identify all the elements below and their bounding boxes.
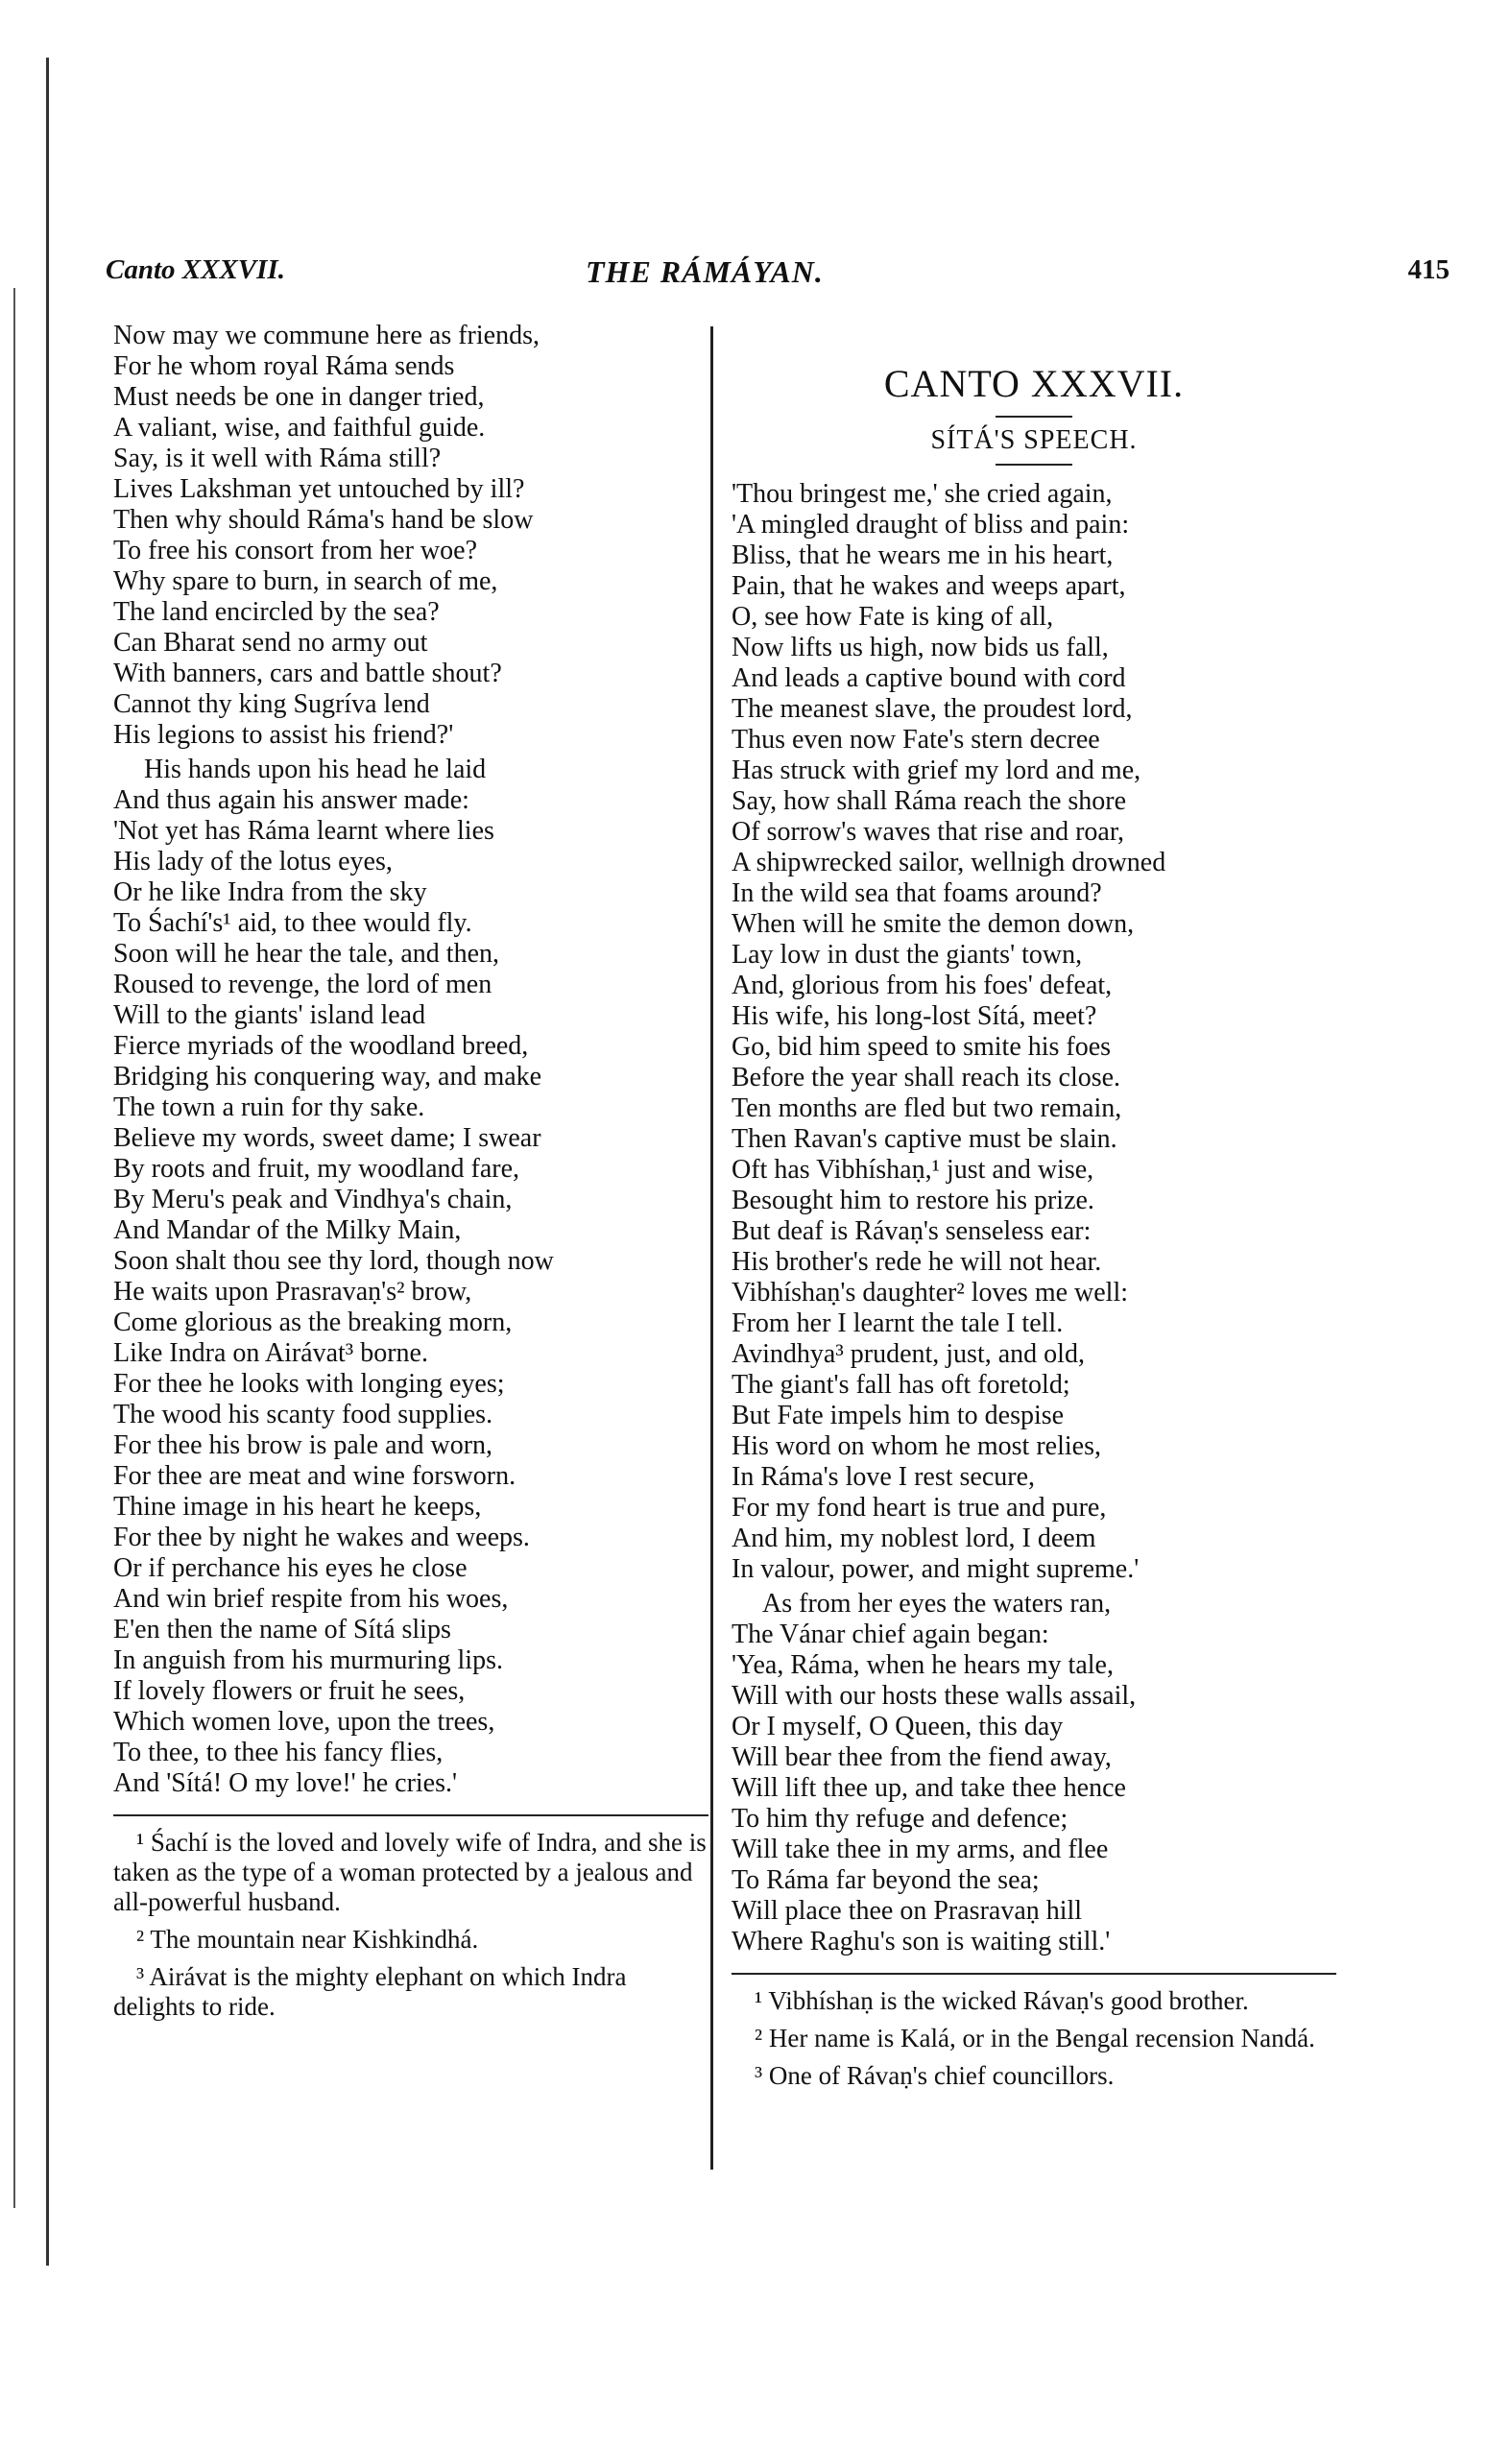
verse-line: Believe my words, sweet dame; I swear — [113, 1123, 541, 1153]
verse-line: And thus again his answer made: — [113, 785, 469, 815]
verse-line: Will place thee on Prasravaṇ hill — [732, 1896, 1083, 1926]
header-book-title: THE RÁMÁYAN. — [586, 254, 824, 289]
verse-line: To thee, to thee his fancy flies, — [113, 1738, 444, 1767]
right-footnotes — [732, 1986, 1336, 2091]
verse-line: Can Bharat send no army out — [113, 628, 428, 658]
footnote: ³ One of Rávaṇ's chief councillors. — [755, 2061, 1115, 2090]
stanza — [113, 321, 708, 751]
footnote-rule-right — [732, 1973, 1336, 1975]
page-edge-rule — [13, 288, 15, 2208]
column-divider — [710, 326, 713, 2170]
verse-line: The wood his scanty food supplies. — [113, 1400, 493, 1429]
footnote: ¹ Śachí is the loved and lovely wife of Indra, and she is taken as the type of a woman protected by a jealous and all-powerful husband. — [113, 1828, 707, 1916]
verse-line: Bridging his conquering way, and make — [113, 1062, 542, 1092]
verse-line: Now may we commune here as friends, — [113, 321, 540, 350]
verse-line: His word on whom he most relies, — [732, 1431, 1101, 1461]
verse-line: Say, is it well with Ráma still? — [113, 444, 442, 473]
verse-line: Like Indra on Airávat³ borne. — [113, 1338, 428, 1368]
verse-line: Will lift thee up, and take thee hence — [732, 1773, 1126, 1803]
verse-line: His hands upon his head he laid — [144, 755, 487, 784]
verse-line: Which women love, upon the trees, — [113, 1707, 495, 1737]
verse-line: The Vánar chief again began: — [732, 1620, 1049, 1649]
verse-line: Thine image in his heart he keeps, — [113, 1492, 482, 1522]
verse-line: From her I learnt the tale I tell. — [732, 1308, 1064, 1338]
verse-line: His wife, his long-lost Sítá, meet? — [732, 1001, 1097, 1031]
verse-line: In Ráma's love I rest secure, — [732, 1462, 1036, 1492]
verse-line: Ten months are fled but two remain, — [732, 1093, 1122, 1123]
verse-line: Now lifts us high, now bids us fall, — [732, 633, 1109, 662]
right-column — [732, 361, 1336, 2099]
left-column — [113, 321, 708, 2029]
verse-line: When will he smite the demon down, — [732, 909, 1135, 939]
canto-title: CANTO XXXVII. — [883, 362, 1185, 405]
verse-line: Avindhya³ prudent, just, and old, — [732, 1339, 1085, 1369]
verse-line: Soon will he hear the tale, and then, — [113, 939, 499, 969]
verse-line: For my fond heart is true and pure, — [732, 1493, 1107, 1523]
verse-line: His brother's rede he will not hear. — [732, 1247, 1102, 1277]
verse-line: Why spare to burn, in search of me, — [113, 566, 498, 596]
verse-line: Go, bid him speed to smite his foes — [732, 1032, 1112, 1062]
verse-line: Thus even now Fate's stern decree — [732, 725, 1100, 755]
verse-line: In valour, power, and might supreme.' — [732, 1554, 1140, 1584]
verse-line: Vibhíshaṇ's daughter² loves me well: — [732, 1278, 1129, 1308]
stanza — [732, 479, 1336, 1585]
verse-line: By roots and fruit, my woodland fare, — [113, 1154, 520, 1184]
verse-line: And Mandar of the Milky Main, — [113, 1215, 462, 1245]
verse-line: And him, my noblest lord, I deem — [732, 1524, 1096, 1553]
verse-line: Or if perchance his eyes he close — [113, 1553, 468, 1583]
verse-line: Say, how shall Ráma reach the shore — [732, 786, 1127, 816]
subtitle-rule — [996, 464, 1072, 466]
verse-line: Will to the giants' island lead — [113, 1000, 426, 1030]
verse-line: The town a ruin for thy sake. — [113, 1092, 425, 1122]
verse-line: In anguish from his murmuring lips. — [113, 1645, 503, 1675]
verse-line: His legions to assist his friend?' — [113, 720, 454, 750]
verse-line: E'en then the name of Sítá slips — [113, 1615, 451, 1644]
verse-line: But deaf is Rávaṇ's senseless ear: — [732, 1216, 1092, 1246]
verse-line: O, see how Fate is king of all, — [732, 602, 1054, 632]
verse-line: 'Not yet has Ráma learnt where lies — [113, 816, 494, 846]
verse-line: To Ráma far beyond the sea; — [732, 1865, 1040, 1895]
verse-line: If lovely flowers or fruit he sees, — [113, 1676, 466, 1706]
verse-line: And win brief respite from his woes, — [113, 1584, 509, 1614]
verse-line: For he whom royal Ráma sends — [113, 351, 455, 381]
left-verse — [113, 321, 708, 1799]
verse-line: Lives Lakshman yet untouched by ill? — [113, 474, 525, 504]
footnote-rule-left — [113, 1814, 708, 1816]
verse-line: Then why should Ráma's hand be slow — [113, 505, 534, 535]
verse-line: A shipwrecked sailor, wellnigh drowned — [732, 848, 1166, 877]
verse-line: In the wild sea that foams around? — [732, 878, 1102, 908]
verse-line: Cannot thy king Sugríva lend — [113, 689, 430, 719]
right-verse — [732, 479, 1336, 1957]
verse-line: With banners, cars and battle shout? — [113, 659, 502, 688]
verse-line: The meanest slave, the proudest lord, — [732, 694, 1133, 724]
running-header — [106, 254, 1450, 302]
verse-line: As from her eyes the waters ran, — [762, 1589, 1112, 1619]
verse-line: And leads a captive bound with cord — [732, 663, 1126, 693]
verse-line: Come glorious as the breaking morn, — [113, 1308, 513, 1337]
verse-line: Or I myself, O Queen, this day — [732, 1712, 1064, 1741]
stanza — [113, 755, 708, 1799]
stanza — [732, 1589, 1336, 1957]
canto-subtitle: SÍTÁ'S SPEECH. — [930, 425, 1138, 455]
verse-line: Has struck with grief my lord and me, — [732, 756, 1141, 785]
binding-edge-rule — [46, 58, 49, 2266]
verse-line: 'Yea, Ráma, when he hears my tale, — [732, 1650, 1114, 1680]
verse-line: Will with our hosts these walls assail, — [732, 1681, 1137, 1711]
page-number: 415 — [1407, 254, 1450, 285]
verse-line: And, glorious from his foes' defeat, — [732, 971, 1113, 1000]
verse-line: Before the year shall reach its close. — [732, 1063, 1121, 1092]
verse-line: For thee his brow is pale and worn, — [113, 1430, 493, 1460]
verse-line: 'Thou bringest me,' she cried again, — [732, 479, 1113, 509]
verse-line: Roused to revenge, the lord of men — [113, 970, 492, 999]
verse-line: Soon shalt thou see thy lord, though now — [113, 1246, 554, 1276]
verse-line: Pain, that he wakes and weeps apart, — [732, 571, 1126, 601]
title-rule — [996, 416, 1072, 418]
verse-line: Fierce myriads of the woodland breed, — [113, 1031, 529, 1061]
verse-line: He waits upon Prasravaṇ's² brow, — [113, 1277, 472, 1307]
verse-line: Will take thee in my arms, and flee — [732, 1835, 1109, 1864]
verse-line: His lady of the lotus eyes, — [113, 847, 393, 876]
footnote: ² The mountain near Kishkindhá. — [136, 1925, 479, 1954]
verse-line: For thee he looks with longing eyes; — [113, 1369, 505, 1399]
verse-line: Oft has Vibhíshaṇ,¹ just and wise, — [732, 1155, 1094, 1185]
verse-line: Bliss, that he wears me in his heart, — [732, 540, 1114, 570]
verse-line: Besought him to restore his prize. — [732, 1186, 1094, 1215]
verse-line: For thee are meat and wine forsworn. — [113, 1461, 516, 1491]
footnote: ³ Airávat is the mighty elephant on which Indra delights to ride. — [113, 1962, 627, 2021]
verse-line: Will bear thee from the fiend away, — [732, 1742, 1112, 1772]
verse-line: Or he like Indra from the sky — [113, 877, 427, 907]
verse-line: By Meru's peak and Vindhya's chain, — [113, 1185, 513, 1214]
verse-line: And 'Sítá! O my love!' he cries.' — [113, 1768, 458, 1798]
verse-line: Then Ravan's captive must be slain. — [732, 1124, 1117, 1154]
verse-line: To him thy refuge and defence; — [732, 1804, 1068, 1834]
verse-line: But Fate impels him to despise — [732, 1401, 1065, 1430]
verse-line: Where Raghu's son is waiting still.' — [732, 1927, 1111, 1956]
verse-line: 'A mingled draught of bliss and pain: — [732, 510, 1130, 540]
verse-line: Lay low in dust the giants' town, — [732, 940, 1083, 970]
verse-line: For thee by night he wakes and weeps. — [113, 1523, 530, 1552]
verse-line: Must needs be one in danger tried, — [113, 382, 485, 412]
verse-line: Of sorrow's waves that rise and roar, — [732, 817, 1125, 847]
header-canto: Canto XXXVII. — [106, 254, 285, 285]
verse-line: To Śachí's¹ aid, to thee would fly. — [113, 908, 472, 938]
footnote: ² Her name is Kalá, or in the Bengal recension Nandá. — [755, 2024, 1315, 2052]
verse-line: The giant's fall has oft foretold; — [732, 1370, 1070, 1400]
left-footnotes — [113, 1828, 708, 2022]
verse-line: A valiant, wise, and faithful guide. — [113, 413, 486, 443]
verse-line: The land encircled by the sea? — [113, 597, 440, 627]
verse-line: To free his consort from her woe? — [113, 536, 478, 565]
footnote: ¹ Vibhíshaṇ is the wicked Rávaṇ's good brother. — [755, 1986, 1249, 2015]
